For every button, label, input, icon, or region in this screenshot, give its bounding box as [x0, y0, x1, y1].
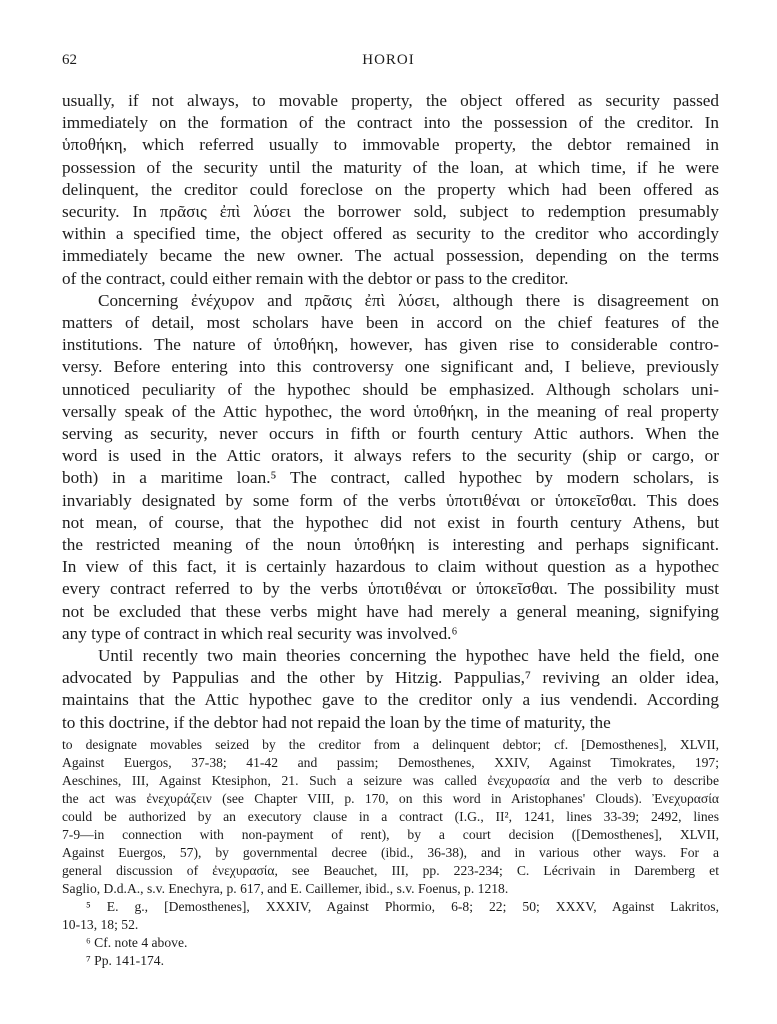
body-line: versally speak of the Attic hypothec, the word ὑποθήκη, in the meaning of real property — [62, 401, 719, 421]
body-line: serving as security, never occurs in fifth or fourth century Attic authors. When the — [62, 424, 719, 444]
body-line: matters of detail, most scholars have been in accord on the chief features of the — [62, 313, 719, 333]
body-line: invariably designated by some form of the verbs ὑποτιθέναι or ὑποκεῖσθαι. This does — [62, 490, 719, 510]
body-line: of the contract, could either remain with the debtor or pass to the creditor. — [62, 268, 569, 288]
body-line: In view of this fact, it is certainly hazardous to claim without question as a hypothec — [62, 557, 719, 577]
body-line: unnoticed peculiarity of the hypothec should be emphasized. Although scholars uni- — [62, 379, 719, 399]
body-line: within a specified time, the object offered as security to the creditor who accordingly — [62, 224, 719, 244]
footnotes — [62, 736, 719, 970]
body-line: delinquent, the creditor could foreclose on the property which had been offered as — [62, 179, 719, 199]
main-text — [62, 90, 719, 734]
body-line: immediately on the formation of the contract into the possession of the creditor. In — [62, 113, 719, 133]
footnote-line: ⁶ Cf. note 4 above. — [86, 935, 188, 950]
body-line: security. In πρᾶσις ἐπὶ λύσει the borrower sold, subject to redemption presumably — [62, 202, 719, 222]
footnote-line: Saglio, D.d.A., s.v. Enechyra, p. 617, and E. Caillemer, ibid., s.v. Foenus, p. 1218. — [62, 881, 509, 896]
body-line: not be excluded that these verbs might have had merely a general meaning, signifying — [62, 601, 719, 621]
running-title: HOROI — [362, 52, 415, 68]
footnote-line: Against Euergos, 37-38; 41-42 and passim; Demosthenes, XXIV, Against Timokrates, 197; — [62, 755, 719, 770]
body-line: institutions. The nature of ὑποθήκη, however, has given rise to considerable contro- — [62, 335, 719, 355]
body-line: Concerning ἐνέχυρον and πρᾶσις ἐπὶ λύσει, although there is disagreement on — [98, 290, 719, 310]
body-line: maintains that the Attic hypothec gave to the creditor only a ius vendendi. According — [62, 690, 719, 710]
footnote-line: the act was ἐνεχυράζειν (see Chapter VIII, p. 170, on this word in Aristophanes' Clouds). Ἐνεχυρασία — [62, 791, 719, 806]
footnote-line: could be authorized by an executory clause in a contract (I.G., II², 1241, lines 33-39; 2492, lines — [62, 809, 719, 824]
body-line: the restricted meaning of the noun ὑποθήκη is interesting and perhaps significant. — [62, 535, 719, 555]
page-header — [62, 52, 715, 72]
body-line: advocated by Pappulias and the other by Hitzig. Pappulias,⁷ reviving an older idea, — [62, 668, 719, 688]
footnote-line: general discussion of ἐνεχυρασία, see Beauchet, III, pp. 223-234; C. Lécrivain in Daremberg et — [62, 863, 719, 878]
footnote-line: ⁷ Pp. 141-174. — [86, 953, 164, 968]
body-line: possession of the security until the maturity of the loan, at which time, if he were — [62, 157, 719, 177]
footnote-line: Aeschines, III, Against Ktesiphon, 21. Such a seizure was called ἐνεχυρασία and the verb to describe — [62, 773, 719, 788]
body-line: usually, if not always, to movable property, the object offered as security passed — [62, 91, 719, 110]
footnote-line: ⁵ E. g., [Demosthenes], XXXIV, Against Phormio, 6-8; 22; 50; XXXV, Against Lakritos, — [86, 899, 719, 914]
body-line: not mean, of course, that the hypothec did not exist in fourth century Athens, but — [62, 512, 719, 532]
body-line: to this doctrine, if the debtor had not repaid the loan by the time of maturity, the — [62, 712, 611, 732]
footnote-line: 7-9—in connection with non-payment of rent), by a court decision ([Demosthenes], XLVII, — [62, 827, 719, 842]
body-line: word is used in the Attic orators, it always refers to the security (ship or cargo, or — [62, 446, 719, 466]
body-line: any type of contract in which real security was involved.⁶ — [62, 623, 458, 643]
body-line: versy. Before entering into this controversy one significant and, I believe, previously — [62, 357, 719, 377]
body-line: every contract referred to by the verbs ὑποτιθέναι or ὑποκεῖσθαι. The possibility must — [62, 579, 719, 599]
page-number: 62 — [62, 52, 77, 68]
body-line: both) in a maritime loan.⁵ The contract, called hypothec by modern scholars, is — [62, 468, 719, 488]
footnote-line: 10-13, 18; 52. — [62, 917, 139, 932]
body-line: ὑποθήκη, which referred usually to immovable property, the debtor remained in — [62, 135, 719, 155]
footnote-line: Against Euergos, 57), by governmental decree (ibid., 36-38), and in various other ways. For a — [62, 845, 719, 860]
body-line: immediately became the new owner. The actual possession, depending on the terms — [62, 246, 719, 266]
footnote-line: to designate movables seized by the creditor from a delinquent debtor; cf. [Demosthenes], XLVII, — [62, 737, 719, 752]
body-line: Until recently two main theories concerning the hypothec have held the field, one — [98, 646, 719, 666]
